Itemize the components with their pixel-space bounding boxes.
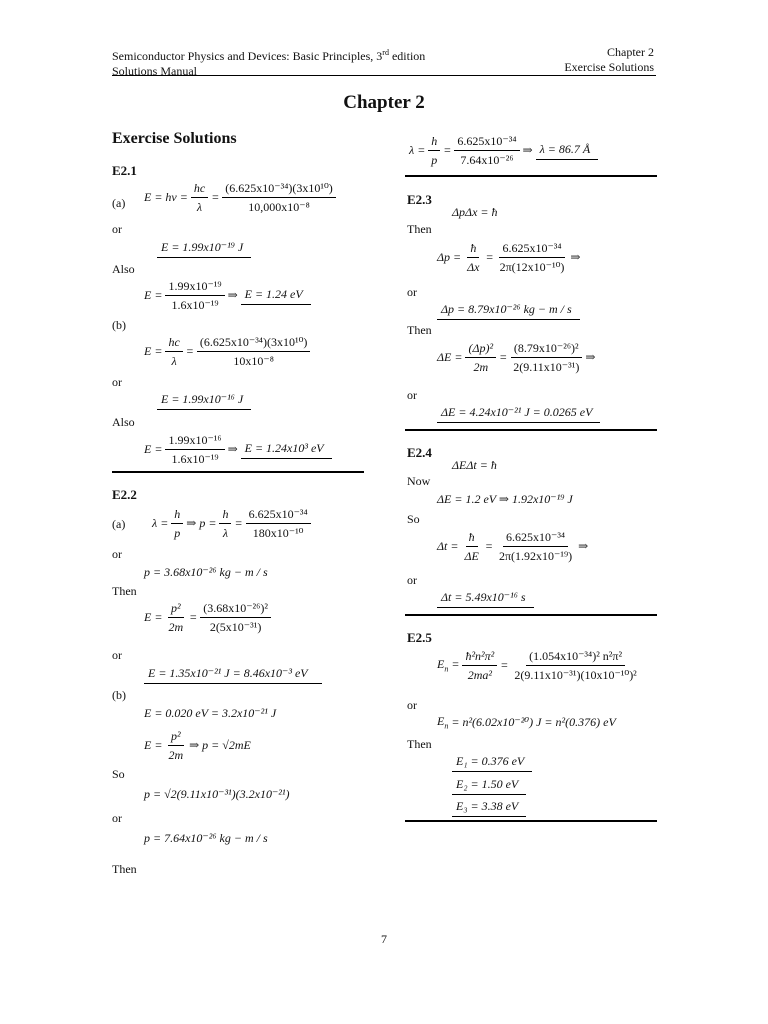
fraction — [222, 180, 336, 215]
result: Δp = 8.79x10⁻²⁶ kg − m / s — [437, 302, 580, 320]
part-b-label: (b) — [112, 318, 126, 332]
result: E₂ = 1.50 eV — [452, 777, 526, 795]
denominator: Δx — [467, 260, 480, 274]
then-text: Then — [407, 737, 432, 751]
also-text: Also — [112, 262, 135, 276]
e25-or-value: = n²(6.02x10⁻²⁰) J = n²(0.376) eV — [451, 714, 616, 729]
denominator: 10,000x10⁻⁸ — [248, 200, 310, 214]
fraction — [165, 432, 224, 467]
exercise-e25-heading: E2.5 — [407, 630, 432, 645]
e21-a-lhs: E = hν = — [144, 190, 188, 204]
result: E = 1.24x10³ eV — [241, 441, 332, 459]
denominator: 1.6x10⁻¹⁹ — [171, 298, 219, 312]
fraction — [165, 334, 182, 369]
numerator: hc — [165, 334, 182, 352]
denominator: 2m — [168, 620, 184, 634]
so-text: So — [407, 512, 420, 526]
numerator: hc — [191, 180, 208, 198]
fraction — [465, 340, 496, 375]
numerator: (8.79x10⁻²⁶)² — [511, 340, 582, 358]
or-text: or — [407, 285, 417, 299]
now-text: Now — [407, 474, 431, 488]
then-text: Then — [407, 323, 432, 337]
header-rule — [112, 75, 656, 76]
page-number: 7 — [381, 932, 387, 946]
fraction — [496, 529, 575, 564]
numerator: h — [428, 133, 440, 151]
denominator: 2π(12x10⁻¹⁰) — [499, 260, 565, 274]
section-divider — [405, 175, 657, 177]
fraction — [454, 133, 519, 168]
numerator: (6.625x10⁻³⁴)(3x10¹⁰) — [197, 334, 311, 352]
numerator: p² — [168, 728, 184, 746]
part-a-label: (a) — [112, 196, 126, 210]
or-text: or — [112, 375, 122, 389]
part-b-label: (b) — [112, 688, 126, 702]
fraction — [165, 278, 224, 313]
numerator: ħ — [467, 240, 479, 258]
so-text: So — [112, 767, 125, 781]
e21-also-2: E = $\frac{\text{1.99x10⁻¹⁶}}{\text{1.6x10⁻¹⁹}}$ ⇒ E = 1.24x10³ eV — [144, 432, 332, 467]
e21-also-1: E = $\frac{\text{1.99x10⁻¹⁹}}{\text{1.6x10⁻¹⁹}}$ ⇒ E = 1.24 eV — [144, 278, 311, 313]
e21-b-equation: E = $\frac{hc}{\lambda}$ = $\frac{\text{(6.625x10⁻³⁴)(3x10¹⁰)}}{\text{10x10⁻⁸}}$ — [144, 334, 313, 369]
result: λ = 86.7 Å — [536, 142, 599, 160]
fraction — [165, 728, 186, 763]
denominator: 2ma² — [467, 668, 492, 682]
result: E = 1.35x10⁻²¹ J = 8.46x10⁻³ eV — [144, 666, 322, 684]
or-text: or — [407, 573, 417, 587]
denominator: λ — [196, 200, 203, 214]
section-label: Exercise Solutions — [564, 60, 654, 74]
e23-1: ΔpΔx = ħ — [452, 205, 498, 219]
result: E = 1.24 eV — [241, 287, 311, 305]
part-a-label: (a) — [112, 517, 126, 531]
numerator: 6.625x10⁻³⁴ — [454, 133, 519, 151]
or-text: or — [407, 698, 417, 712]
fraction — [497, 240, 568, 275]
denominator: λ — [171, 354, 177, 368]
denominator: 2(9.11x10⁻³¹) — [513, 360, 580, 374]
section-divider — [405, 614, 657, 616]
e24-dt: Δt = $\frac{ħ}{\Delta E}$ = $\frac{\text{6.625x10⁻³⁴}}{\text{2π(1.92x10⁻¹⁹)}}$ ⇒ — [437, 530, 589, 563]
also-text: Also — [112, 415, 135, 429]
numerator: 6.625x10⁻³⁴ — [503, 529, 568, 547]
denominator: p — [431, 153, 438, 167]
header-left — [112, 45, 425, 79]
numerator: (6.625x10⁻³⁴)(3x10¹⁰) — [222, 180, 336, 198]
or-text: or — [112, 648, 122, 662]
denominator: 2π(1.92x10⁻¹⁹) — [498, 549, 573, 563]
e22-p-so: p = √2(9.11x10⁻³¹)(3.2x10⁻²¹) — [144, 787, 290, 801]
result: E = 1.99x10⁻¹⁶ J — [157, 392, 251, 410]
exercise-e23-heading: E2.3 — [407, 192, 432, 207]
fraction — [197, 334, 311, 369]
fraction — [219, 506, 231, 541]
exercise-e22-heading: E2.2 — [112, 487, 137, 502]
denominator: 2(9.11x10⁻³¹)(10x10⁻¹⁰)² — [514, 668, 637, 682]
e25-E3 — [452, 799, 526, 817]
e25-E2 — [452, 777, 526, 795]
numerator: ħ²n²π² — [462, 648, 497, 666]
e21-result-1 — [157, 240, 251, 258]
manual-label: Solutions Manual — [112, 64, 198, 78]
e24-result — [437, 590, 534, 608]
page-title: Chapter 2 — [343, 92, 425, 113]
fraction — [428, 133, 440, 168]
numerator: 6.625x10⁻³⁴ — [499, 240, 564, 258]
e22-lambda: λ = $\frac{h}{p}$ = $\frac{\text{6.625x10⁻³⁴}}{\text{7.64x10⁻²⁶}}$ ⇒ λ = 86.7 Å — [409, 133, 598, 168]
header-right — [564, 45, 654, 75]
numerator: (Δp)² — [465, 340, 496, 358]
result: Δt = 5.49x10⁻¹⁶ s — [437, 590, 534, 608]
numerator: h — [171, 506, 183, 524]
e23-dp-result — [437, 302, 580, 320]
denominator: 2m — [168, 748, 184, 762]
book-title: Semiconductor Physics and Devices: Basic Principles, 3rd edition — [112, 48, 426, 63]
result: E₁ = 0.376 eV — [452, 754, 532, 772]
fraction — [510, 340, 582, 375]
then-text: Then — [407, 222, 432, 236]
result: E = 1.99x10⁻¹⁹ J — [157, 240, 251, 258]
e25-En: $E_n$ = $\frac{\text{ħ²n²π²}}{\text{2ma²}}$ = $\frac{\text{(1.054x10⁻³⁴)² n²π²}}{\text{2(9.11x10⁻³¹)(10x10⁻¹⁰)²}}$ — [437, 648, 643, 683]
e21-result-2 — [157, 392, 251, 410]
denominator: λ — [222, 526, 229, 540]
e23-dE-result — [437, 405, 600, 423]
numerator: ħ — [466, 529, 478, 547]
e22-result-1 — [144, 666, 322, 684]
e21-a-equation: E = hν = $\frac{hc}{\lambda}$ = $\frac{\text{(6.625x10⁻³⁴)(3x10¹⁰)}}{\text{10,000x10⁻⁸}}$ — [144, 180, 339, 215]
denominator: 7.64x10⁻²⁶ — [460, 153, 514, 167]
e22-b-2: E = $\frac{\text{p²}}{2m}$ ⇒ p = √2mE — [144, 729, 251, 762]
e22-p-1: p = 3.68x10⁻²⁶ kg − m / s — [144, 565, 268, 579]
fraction — [511, 648, 639, 683]
e22-p-2: p = 7.64x10⁻²⁶ kg − m / s — [144, 831, 268, 845]
e22-b-2-tail: ⇒ p = √2mE — [189, 738, 251, 752]
denominator: 1.6x10⁻¹⁹ — [171, 452, 219, 466]
e22-E-equation: E = $\frac{\text{p²}}{2m}$ = $\frac{\text{(3.68x10⁻²⁶)²}}{\text{2(5x10⁻³¹)}}$ — [144, 600, 274, 635]
numerator: 1.99x10⁻¹⁹ — [165, 278, 224, 296]
or-text: or — [112, 811, 122, 825]
then-text: Then — [112, 862, 137, 876]
fraction — [464, 240, 482, 275]
exercise-e24-heading: E2.4 — [407, 445, 432, 460]
numerator: (1.054x10⁻³⁴)² n²π² — [526, 648, 625, 666]
fraction — [191, 180, 208, 215]
e25-E1 — [452, 754, 532, 772]
e22-b-1: E = 0.020 eV = 3.2x10⁻²¹ J — [144, 706, 277, 720]
denominator: p — [174, 526, 181, 540]
numerator: (3.68x10⁻²⁶)² — [200, 600, 271, 618]
exercise-e21-heading: E2.1 — [112, 163, 137, 178]
section-divider — [112, 471, 364, 473]
e24-1: ΔEΔt = ħ — [452, 458, 497, 472]
denominator: ΔE — [464, 549, 479, 563]
e23-dp: Δp = $\frac{ħ}{\Delta x}$ = $\frac{\text{6.625x10⁻³⁴}}{\text{2π(12x10⁻¹⁰)}}$ ⇒ — [437, 241, 581, 274]
section-divider — [405, 820, 657, 822]
or-text: or — [112, 547, 122, 561]
fraction — [200, 600, 271, 635]
numerator: p² — [168, 600, 184, 618]
e25-or: $E_n$ = n²(6.02x10⁻²⁰) J = n²(0.376) eV — [437, 714, 616, 731]
result: E₃ = 3.38 eV — [452, 799, 526, 817]
e22-a-equation: λ = $\frac{h}{p}$ ⇒ p = $\frac{h}{\lambda}$ = $\frac{\text{6.625x10⁻³⁴}}{\text{180x10⁻¹⁰}}$ — [152, 506, 314, 541]
section-subtitle: Exercise Solutions — [112, 130, 237, 147]
e23-dE: ΔE = $\frac{\text{(Δp)²}}{2m}$ = $\frac{\text{(8.79x10⁻²⁶)²}}{\text{2(9.11x10⁻³¹)}}$ ⇒ — [437, 341, 596, 374]
chapter-label: Chapter 2 — [607, 45, 654, 59]
numerator: h — [219, 506, 231, 524]
fraction — [246, 506, 311, 541]
e24-now: ΔE = 1.2 eV ⇒ 1.92x10⁻¹⁹ J — [437, 492, 573, 506]
denominator: 180x10⁻¹⁰ — [252, 526, 304, 540]
denominator: 2(5x10⁻³¹) — [209, 620, 262, 634]
or-text: or — [112, 222, 122, 236]
fraction — [171, 506, 183, 541]
section-divider — [405, 429, 657, 431]
fraction — [165, 600, 186, 635]
denominator: 10x10⁻⁸ — [233, 354, 274, 368]
fraction — [462, 648, 497, 683]
numerator: 1.99x10⁻¹⁶ — [165, 432, 224, 450]
then-text: Then — [112, 584, 137, 598]
or-text: or — [407, 388, 417, 402]
numerator: 6.625x10⁻³⁴ — [246, 506, 311, 524]
result: ΔE = 4.24x10⁻²¹ J = 0.0265 eV — [437, 405, 600, 423]
denominator: 2m — [473, 360, 489, 374]
fraction — [461, 529, 481, 564]
